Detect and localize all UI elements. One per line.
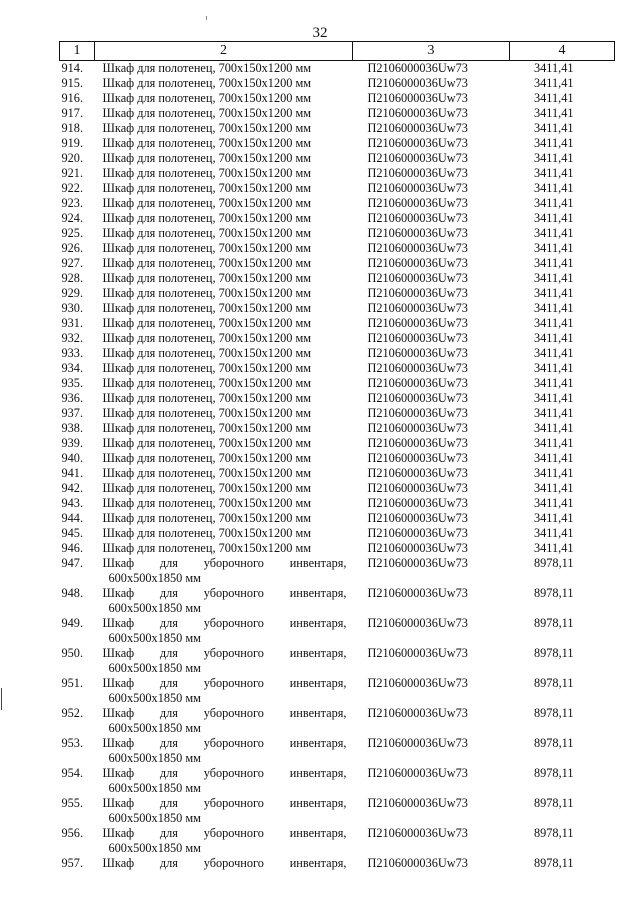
- item-code: П2106000036Uw73: [367, 331, 468, 345]
- table-row: [60, 481, 615, 496]
- item-name: [95, 646, 353, 676]
- table-row: [60, 241, 615, 256]
- item-name-line-1: Шкаф для уборочного инвентаря,: [102, 586, 347, 600]
- item-name: [95, 676, 353, 706]
- table-row: [60, 706, 615, 736]
- table-row: [60, 361, 615, 376]
- table-row: [60, 526, 615, 541]
- item-price: 3411,41: [533, 226, 574, 240]
- item-code: П2106000036Uw73: [367, 121, 468, 135]
- item-price: 3411,41: [533, 166, 574, 180]
- item-price: 3411,41: [533, 241, 574, 255]
- item-code: П2106000036Uw73: [367, 481, 468, 495]
- table-row: [60, 376, 615, 391]
- item-code: П2106000036Uw73: [367, 91, 468, 105]
- row-number: 941.: [61, 466, 84, 480]
- table-row: [60, 106, 615, 121]
- item-name: [95, 796, 353, 826]
- item-code: П2106000036Uw73: [367, 766, 468, 780]
- table-row: [60, 676, 615, 706]
- table-row: [60, 61, 615, 77]
- table-row: [60, 271, 615, 286]
- item-price: 3411,41: [533, 301, 574, 315]
- item-code: П2106000036Uw73: [367, 856, 468, 870]
- item-name-line-2: 600х500х1850 мм: [108, 571, 201, 585]
- item-code: П2106000036Uw73: [367, 196, 468, 210]
- table-row: [60, 511, 615, 526]
- table-row: [60, 151, 615, 166]
- column-header-1: 1: [60, 42, 95, 61]
- table-row: [60, 616, 615, 646]
- row-number: 939.: [61, 436, 84, 450]
- table-row: [60, 766, 615, 796]
- item-price: 3411,41: [533, 211, 574, 225]
- item-code: П2106000036Uw73: [367, 526, 468, 540]
- item-price: 3411,41: [533, 121, 574, 135]
- row-number: 925.: [61, 226, 84, 240]
- scan-mark-top: [206, 16, 207, 20]
- row-number: 957.: [61, 856, 84, 870]
- item-code: П2106000036Uw73: [367, 376, 468, 390]
- item-name: Шкаф для полотенец, 700х150х1200 мм: [102, 496, 312, 510]
- item-price: 8978,11: [533, 826, 574, 840]
- item-name: Шкаф для полотенец, 700х150х1200 мм: [102, 211, 312, 225]
- item-code: П2106000036Uw73: [367, 421, 468, 435]
- row-number: 949.: [61, 616, 84, 630]
- item-name-line-1: Шкаф для уборочного инвентаря,: [102, 646, 347, 660]
- item-price: 8978,11: [533, 586, 574, 600]
- item-code: П2106000036Uw73: [367, 646, 468, 660]
- row-number: 943.: [61, 496, 84, 510]
- item-name: [95, 826, 353, 856]
- table-row: [60, 646, 615, 676]
- item-price: 3411,41: [533, 181, 574, 195]
- item-name-line-1: Шкаф для уборочного инвентаря,: [102, 736, 347, 750]
- row-number: 929.: [61, 286, 84, 300]
- item-price: 3411,41: [533, 391, 574, 405]
- table-row: [60, 121, 615, 136]
- item-price: 8978,11: [533, 616, 574, 630]
- item-code: П2106000036Uw73: [367, 676, 468, 690]
- table-row: [60, 301, 615, 316]
- row-number: 922.: [61, 181, 84, 195]
- item-name: [95, 736, 353, 766]
- item-price: 3411,41: [533, 541, 574, 555]
- item-name-line-1: Шкаф для уборочного инвентаря,: [102, 616, 347, 630]
- item-code: П2106000036Uw73: [367, 271, 468, 285]
- item-code: П2106000036Uw73: [367, 226, 468, 240]
- item-price: 3411,41: [533, 136, 574, 150]
- item-code: П2106000036Uw73: [367, 151, 468, 165]
- item-price: 3411,41: [533, 76, 574, 90]
- item-code: П2106000036Uw73: [367, 391, 468, 405]
- table-row: [60, 466, 615, 481]
- item-price: 8978,11: [533, 556, 574, 570]
- table-row: [60, 196, 615, 211]
- item-price: 8978,11: [533, 766, 574, 780]
- item-name: Шкаф для полотенец, 700х150х1200 мм: [102, 316, 312, 330]
- item-code: П2106000036Uw73: [367, 346, 468, 360]
- row-number: 944.: [61, 511, 84, 525]
- item-code: П2106000036Uw73: [367, 616, 468, 630]
- table-row: [60, 76, 615, 91]
- item-code: П2106000036Uw73: [367, 556, 468, 570]
- item-name: Шкаф для полотенец, 700х150х1200 мм: [102, 256, 312, 270]
- item-price: 3411,41: [533, 496, 574, 510]
- table-row: [60, 136, 615, 151]
- table-row: [60, 796, 615, 826]
- item-price: 3411,41: [533, 346, 574, 360]
- item-name: Шкаф для полотенец, 700х150х1200 мм: [102, 271, 312, 285]
- item-name: Шкаф для полотенец, 700х150х1200 мм: [102, 541, 312, 555]
- row-number: 951.: [61, 676, 84, 690]
- row-number: 932.: [61, 331, 84, 345]
- item-name: Шкаф для полотенец, 700х150х1200 мм: [102, 361, 312, 375]
- row-number: 930.: [61, 301, 84, 315]
- item-name: Шкаф для полотенец, 700х150х1200 мм: [102, 91, 312, 105]
- item-name: Шкаф для полотенец, 700х150х1200 мм: [102, 346, 312, 360]
- table-row: [60, 316, 615, 331]
- item-name: Шкаф для полотенец, 700х150х1200 мм: [102, 226, 312, 240]
- row-number: 934.: [61, 361, 84, 375]
- table-row: [60, 451, 615, 466]
- table-row: [60, 856, 615, 871]
- row-number: 954.: [61, 766, 84, 780]
- item-name-line-2: 600х500х1850 мм: [108, 811, 201, 825]
- item-code: П2106000036Uw73: [367, 76, 468, 90]
- table-row: [60, 421, 615, 436]
- item-name-line-1: Шкаф для уборочного инвентаря,: [102, 556, 347, 570]
- row-number: 915.: [61, 76, 84, 90]
- item-price: 8978,11: [533, 796, 574, 810]
- table-row: [60, 211, 615, 226]
- item-name-line-2: 600х500х1850 мм: [108, 631, 201, 645]
- item-code: П2106000036Uw73: [367, 451, 468, 465]
- item-name: Шкаф для полотенец, 700х150х1200 мм: [102, 391, 312, 405]
- row-number: 948.: [61, 586, 84, 600]
- item-price: 3411,41: [533, 361, 574, 375]
- item-name-line-2: 600х500х1850 мм: [108, 721, 201, 735]
- row-number: 917.: [61, 106, 84, 120]
- row-number: 955.: [61, 796, 84, 810]
- item-price: 8978,11: [533, 676, 574, 690]
- item-code: П2106000036Uw73: [367, 436, 468, 450]
- row-number: 953.: [61, 736, 84, 750]
- item-price: 3411,41: [533, 61, 574, 75]
- item-name: Шкаф для полотенец, 700х150х1200 мм: [102, 406, 312, 420]
- item-code: П2106000036Uw73: [367, 166, 468, 180]
- item-name: Шкаф для полотенец, 700х150х1200 мм: [102, 61, 312, 75]
- item-name: Шкаф для полотенец, 700х150х1200 мм: [102, 121, 312, 135]
- item-name: Шкаф для полотенец, 700х150х1200 мм: [102, 376, 312, 390]
- item-price: 3411,41: [533, 286, 574, 300]
- row-number: 924.: [61, 211, 84, 225]
- item-price: 3411,41: [533, 316, 574, 330]
- item-name: Шкаф для полотенец, 700х150х1200 мм: [102, 331, 312, 345]
- table-row: [60, 391, 615, 406]
- item-name-line-1: Шкаф для уборочного инвентаря,: [102, 706, 347, 720]
- item-name-line-2: 600х500х1850 мм: [108, 661, 201, 675]
- column-header-3: 3: [353, 42, 510, 61]
- item-code: П2106000036Uw73: [367, 181, 468, 195]
- item-code: П2106000036Uw73: [367, 511, 468, 525]
- item-price: 3411,41: [533, 451, 574, 465]
- table-row: [60, 166, 615, 181]
- table-row: [60, 181, 615, 196]
- item-price: 8978,11: [533, 646, 574, 660]
- item-price: 8978,11: [533, 856, 574, 870]
- item-price: 3411,41: [533, 526, 574, 540]
- row-number: 921.: [61, 166, 84, 180]
- row-number: 937.: [61, 406, 84, 420]
- row-number: 920.: [61, 151, 84, 165]
- table-row: [60, 256, 615, 271]
- scan-mark-left: [1, 688, 2, 710]
- row-number: 945.: [61, 526, 84, 540]
- item-code: П2106000036Uw73: [367, 466, 468, 480]
- item-name-line-1: Шкаф для уборочного инвентаря,: [102, 676, 347, 690]
- item-price: 3411,41: [533, 481, 574, 495]
- item-code: П2106000036Uw73: [367, 106, 468, 120]
- row-number: 947.: [61, 556, 84, 570]
- item-price: 3411,41: [533, 256, 574, 270]
- row-number: 936.: [61, 391, 84, 405]
- item-code: П2106000036Uw73: [367, 211, 468, 225]
- item-price: 3411,41: [533, 196, 574, 210]
- item-code: П2106000036Uw73: [367, 796, 468, 810]
- row-number: 946.: [61, 541, 84, 555]
- item-name: Шкаф для полотенец, 700х150х1200 мм: [102, 151, 312, 165]
- table-row: [60, 286, 615, 301]
- table-row: [60, 826, 615, 856]
- item-code: П2106000036Uw73: [367, 736, 468, 750]
- item-name: Шкаф для полотенец, 700х150х1200 мм: [102, 466, 312, 480]
- item-price: 3411,41: [533, 436, 574, 450]
- table-row: [60, 496, 615, 511]
- item-price: 3411,41: [533, 331, 574, 345]
- item-code: П2106000036Uw73: [367, 241, 468, 255]
- item-code: П2106000036Uw73: [367, 301, 468, 315]
- item-name: Шкаф для полотенец, 700х150х1200 мм: [102, 436, 312, 450]
- item-name: [95, 706, 353, 736]
- page-number: 32: [312, 25, 328, 41]
- item-name: Шкаф для полотенец, 700х150х1200 мм: [102, 136, 312, 150]
- row-number: 942.: [61, 481, 84, 495]
- item-name: Шкаф для полотенец, 700х150х1200 мм: [102, 76, 312, 90]
- item-name: [95, 556, 353, 586]
- item-price: 8978,11: [533, 736, 574, 750]
- item-name: Шкаф для полотенец, 700х150х1200 мм: [102, 106, 312, 120]
- table-row: [60, 226, 615, 241]
- item-name-line-1: Шкаф для уборочного инвентаря,: [102, 796, 347, 810]
- item-name-line-2: 600х500х1850 мм: [108, 601, 201, 615]
- row-number: 956.: [61, 826, 84, 840]
- item-name-line-2: 600х500х1850 мм: [108, 691, 201, 705]
- item-name: Шкаф для полотенец, 700х150х1200 мм: [102, 451, 312, 465]
- row-number: 940.: [61, 451, 84, 465]
- table-body: [60, 61, 615, 872]
- table-row: [60, 406, 615, 421]
- item-name-line-2: 600х500х1850 мм: [108, 751, 201, 765]
- row-number: 931.: [61, 316, 84, 330]
- column-header-4: 4: [510, 42, 615, 61]
- column-header-2: 2: [95, 42, 353, 61]
- item-code: П2106000036Uw73: [367, 136, 468, 150]
- item-name: Шкаф для полотенец, 700х150х1200 мм: [102, 166, 312, 180]
- item-name: Шкаф для полотенец, 700х150х1200 мм: [102, 196, 312, 210]
- row-number: 950.: [61, 646, 84, 660]
- item-code: П2106000036Uw73: [367, 826, 468, 840]
- item-code: П2106000036Uw73: [367, 541, 468, 555]
- row-number: 918.: [61, 121, 84, 135]
- item-code: П2106000036Uw73: [367, 706, 468, 720]
- item-name: [95, 856, 353, 871]
- item-name-line-1: Шкаф для уборочного инвентаря,: [102, 826, 347, 840]
- item-code: П2106000036Uw73: [367, 361, 468, 375]
- item-name-line-2: 600х500х1850 мм: [108, 841, 201, 855]
- table-row: [60, 346, 615, 361]
- item-name: Шкаф для полотенец, 700х150х1200 мм: [102, 511, 312, 525]
- item-code: П2106000036Uw73: [367, 496, 468, 510]
- item-name: Шкаф для полотенец, 700х150х1200 мм: [102, 421, 312, 435]
- item-name: [95, 766, 353, 796]
- item-price: 3411,41: [533, 511, 574, 525]
- item-price: 3411,41: [533, 466, 574, 480]
- item-price: 3411,41: [533, 376, 574, 390]
- item-name: Шкаф для полотенец, 700х150х1200 мм: [102, 301, 312, 315]
- row-number: 919.: [61, 136, 84, 150]
- item-price: 3411,41: [533, 106, 574, 120]
- item-code: П2106000036Uw73: [367, 61, 468, 75]
- item-price: 8978,11: [533, 706, 574, 720]
- row-number: 933.: [61, 346, 84, 360]
- item-code: П2106000036Uw73: [367, 316, 468, 330]
- table-row: [60, 331, 615, 346]
- item-name: Шкаф для полотенец, 700х150х1200 мм: [102, 181, 312, 195]
- table-row: [60, 556, 615, 586]
- item-name: Шкаф для полотенец, 700х150х1200 мм: [102, 526, 312, 540]
- item-name: Шкаф для полотенец, 700х150х1200 мм: [102, 241, 312, 255]
- item-price: 3411,41: [533, 421, 574, 435]
- table-row: [60, 436, 615, 451]
- item-price: 3411,41: [533, 91, 574, 105]
- item-name-line-1: Шкаф для уборочного инвентаря,: [102, 856, 347, 870]
- item-name-line-1: Шкаф для уборочного инвентаря,: [102, 766, 347, 780]
- item-code: П2106000036Uw73: [367, 586, 468, 600]
- table-row: [60, 736, 615, 766]
- row-number: 923.: [61, 196, 84, 210]
- table-row: [60, 541, 615, 556]
- item-name: [95, 616, 353, 646]
- row-number: 914.: [61, 61, 84, 75]
- item-name: [95, 586, 353, 616]
- item-code: П2106000036Uw73: [367, 256, 468, 270]
- item-price: 3411,41: [533, 271, 574, 285]
- item-code: П2106000036Uw73: [367, 286, 468, 300]
- table-header: [60, 42, 615, 61]
- price-table: [59, 41, 615, 871]
- row-number: 935.: [61, 376, 84, 390]
- row-number: 916.: [61, 91, 84, 105]
- row-number: 927.: [61, 256, 84, 270]
- item-price: 3411,41: [533, 151, 574, 165]
- table-row: [60, 586, 615, 616]
- item-price: 3411,41: [533, 406, 574, 420]
- row-number: 926.: [61, 241, 84, 255]
- row-number: 938.: [61, 421, 84, 435]
- item-name: Шкаф для полотенец, 700х150х1200 мм: [102, 481, 312, 495]
- item-name-line-2: 600х500х1850 мм: [108, 781, 201, 795]
- item-code: П2106000036Uw73: [367, 406, 468, 420]
- table-row: [60, 91, 615, 106]
- row-number: 952.: [61, 706, 84, 720]
- item-name: Шкаф для полотенец, 700х150х1200 мм: [102, 286, 312, 300]
- row-number: 928.: [61, 271, 84, 285]
